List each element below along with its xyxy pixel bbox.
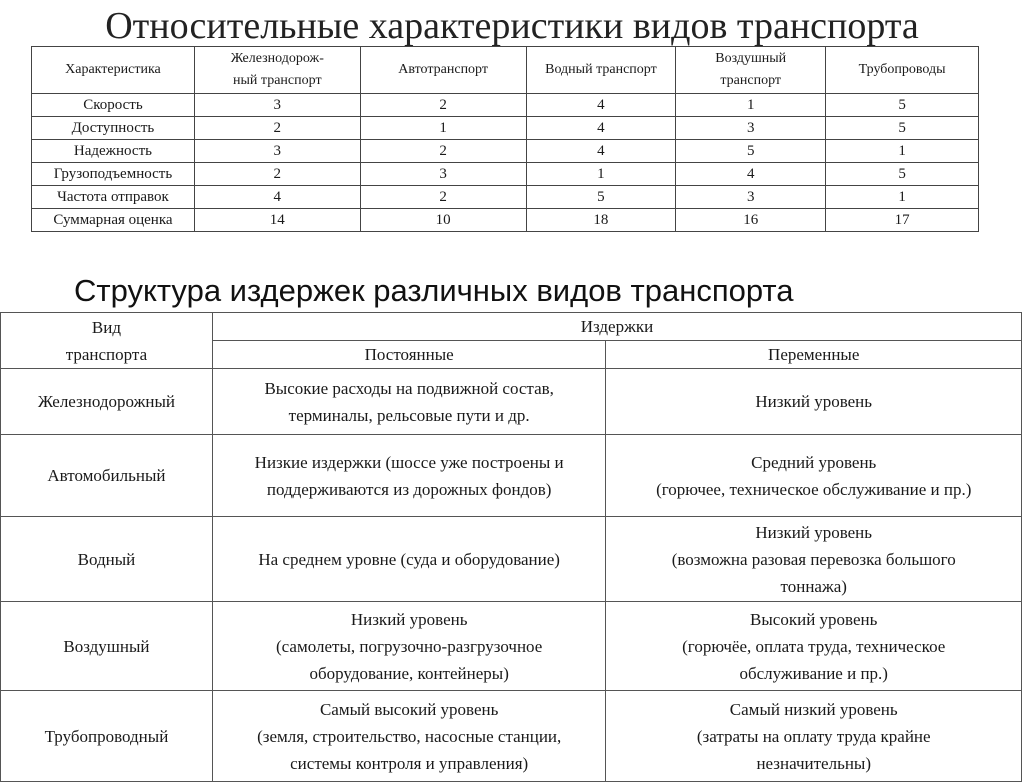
- table-row: [1, 602, 1022, 691]
- column-header: Характеристика: [32, 47, 195, 94]
- table-cell: 10: [360, 209, 526, 232]
- table-cell: 1: [826, 186, 979, 209]
- table-cell: 3: [194, 94, 360, 117]
- fixed-costs-cell: Низкий уровень (самолеты, погрузочно-разгрузочное оборудование, контейнеры): [212, 602, 606, 691]
- section-title: Структура издержек различных видов транспорта: [74, 273, 794, 308]
- table-row: [1, 435, 1022, 517]
- table-cell: 5: [826, 94, 979, 117]
- variable-costs-cell: Низкий уровень (возможна разовая перевозка большого тоннажа): [606, 517, 1022, 602]
- transport-type-cell: Воздушный: [1, 602, 213, 691]
- table-cell: Скорость: [32, 94, 195, 117]
- table-row: [32, 163, 979, 186]
- characteristics-table: [31, 46, 979, 232]
- table-row: [32, 140, 979, 163]
- table-cell: 3: [676, 117, 826, 140]
- table-cell: 3: [360, 163, 526, 186]
- table-row: [1, 517, 1022, 602]
- table-cell: 1: [526, 163, 676, 186]
- table-cell: 4: [676, 163, 826, 186]
- fixed-costs-cell: Высокие расходы на подвижной состав, терминалы, рельсовые пути и др.: [212, 369, 606, 435]
- table-row: [32, 117, 979, 140]
- column-header-costs: Издержки: [212, 313, 1021, 341]
- table-row: [1, 369, 1022, 435]
- table-cell: 4: [526, 117, 676, 140]
- column-header-transport-type: Вид транспорта: [1, 313, 213, 369]
- fixed-costs-cell: На среднем уровне (суда и оборудование): [212, 517, 606, 602]
- table-cell: Частота отправок: [32, 186, 195, 209]
- table-cell: 1: [360, 117, 526, 140]
- table-cell: Суммарная оценка: [32, 209, 195, 232]
- column-header: Железнодорож- ный транспорт: [194, 47, 360, 94]
- fixed-costs-cell: Низкие издержки (шоссе уже построены и поддерживаются из дорожных фондов): [212, 435, 606, 517]
- fixed-costs-cell: Самый высокий уровень (земля, строительство, насосные станции, системы контроля и управления): [212, 691, 606, 782]
- table-cell: 2: [194, 163, 360, 186]
- table-cell: 16: [676, 209, 826, 232]
- table-cell: 2: [360, 94, 526, 117]
- table-header-row: [32, 47, 979, 94]
- transport-type-cell: Автомобильный: [1, 435, 213, 517]
- table-cell: 4: [194, 186, 360, 209]
- table-cell: 4: [526, 94, 676, 117]
- table-row: [32, 94, 979, 117]
- table-row: [32, 186, 979, 209]
- table-cell: 2: [194, 117, 360, 140]
- table-cell: 14: [194, 209, 360, 232]
- page-title: Относительные характеристики видов транспорта: [105, 5, 919, 47]
- table-cell: 1: [826, 140, 979, 163]
- variable-costs-cell: Самый низкий уровень (затраты на оплату труда крайне незначительны): [606, 691, 1022, 782]
- table-cell: 5: [826, 163, 979, 186]
- table-row-total: [32, 209, 979, 232]
- table-cell: 17: [826, 209, 979, 232]
- table-cell: 5: [526, 186, 676, 209]
- transport-type-cell: Трубопроводный: [1, 691, 213, 782]
- table-cell: 4: [526, 140, 676, 163]
- table-cell: Грузоподъемность: [32, 163, 195, 186]
- table-header-row: [1, 313, 1022, 341]
- table-cell: Доступность: [32, 117, 195, 140]
- column-header-fixed: Постоянные: [212, 341, 606, 369]
- table-cell: 2: [360, 140, 526, 163]
- table-cell: 2: [360, 186, 526, 209]
- transport-type-cell: Водный: [1, 517, 213, 602]
- costs-structure-table: [0, 312, 1022, 782]
- table-row: [1, 691, 1022, 782]
- table-cell: 3: [194, 140, 360, 163]
- table-cell: 5: [676, 140, 826, 163]
- column-header: Воздушный транспорт: [676, 47, 826, 94]
- transport-type-cell: Железнодорожный: [1, 369, 213, 435]
- table-cell: 18: [526, 209, 676, 232]
- table-cell: Надежность: [32, 140, 195, 163]
- table-cell: 1: [676, 94, 826, 117]
- column-header: Водный транспорт: [526, 47, 676, 94]
- column-header-variable: Переменные: [606, 341, 1022, 369]
- variable-costs-cell: Низкий уровень: [606, 369, 1022, 435]
- variable-costs-cell: Средний уровень (горючее, техническое обслуживание и пр.): [606, 435, 1022, 517]
- table-cell: 5: [826, 117, 979, 140]
- variable-costs-cell: Высокий уровень (горючёе, оплата труда, техническое обслуживание и пр.): [606, 602, 1022, 691]
- column-header: Автотранспорт: [360, 47, 526, 94]
- column-header: Трубопроводы: [826, 47, 979, 94]
- table-cell: 3: [676, 186, 826, 209]
